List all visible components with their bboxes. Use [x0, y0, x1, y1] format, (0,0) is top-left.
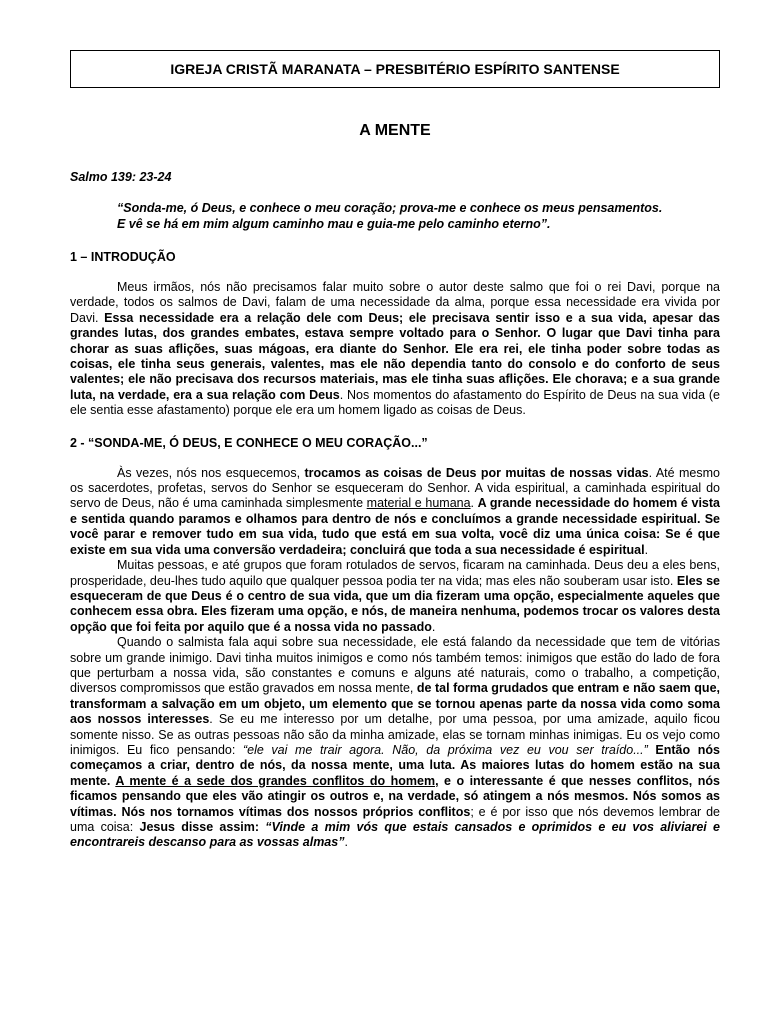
section-1-paragraph-1 [70, 280, 720, 419]
bold-run: de tal forma grudados que entram e não saem que, transformam a salvação em um objeto, um elemento que se tornou apenas parte da nossa vida como soma aos nossos interesses [70, 681, 720, 727]
text-run: . [470, 496, 478, 511]
bold-run: A grande necessidade do homem é vista e sentida quando paramos e olhamos para dentro de nós e concluímos a grande necessidade espiritual. Se você parar e remover tudo em sua vida, tudo que está em sua volta, você diz uma única coisa: Se é que existe em sua vida uma conversão verdadeira; concluirá que toda a sua necessidade é espiritual [70, 496, 720, 557]
header-box [70, 50, 720, 88]
section-2-paragraph-3 [70, 635, 720, 851]
quote-line-2: E vê se há em mim algum caminho mau e guia-me pelo caminho eterno”. [117, 217, 551, 231]
section-1-heading: 1 – INTRODUÇÃO [70, 250, 176, 264]
section-2-paragraph-1 [70, 466, 720, 558]
bold-run: Eles se esqueceram de que Deus é o centro de sua vida, que um dia fizeram uma opção, especialmente aqueles que conhecem essa obra. Eles fizeram uma opção, e nós, de maneira nenhuma, podemos trocar os valores desta opção que foi feita por aquilo que é a nossa vida no passado [70, 573, 721, 634]
text-run: Meus irmãos, nós não precisamos falar muito sobre o autor deste salmo que foi o rei Davi, porque na verdade, todos os salmos de Davi, falam de uma necessidade da alma, porque essa necessidade era vivida por Davi. [70, 280, 720, 325]
text-run: . [431, 619, 436, 634]
section-2-heading: 2 - “SONDA-ME, Ó DEUS, E CONHECE O MEU CORAÇÃO...” [70, 435, 428, 450]
bold-run: Jesus disse assim: [139, 820, 266, 834]
bold-underlined-run: A mente é a sede dos grandes conflitos do homem, [115, 773, 439, 788]
bold-italic-quote-run: “Vinde a mim vós que estais cansados e oprimidos e eu vos aliviarei e encontrareis descanso para as vossas almas” [70, 820, 720, 850]
bold-run: e o interessante é que nesses conflitos, nós ficamos pensando que eles vão atingir os outros e, na verdade, só atingem a nós mesmos. Nós somos as vítimas. Nós nos tornamos vítimas dos nossos próprios conflitos [70, 773, 720, 819]
bold-run: Essa necessidade era a relação dele com Deus; ele precisava sentir isso e a sua vida, apesar das grandes lutas, dos grandes embates, estava sempre voltado para o Senhor. O lugar que Davi tinha para chorar as suas aflições, suas mágoas, era diante do Senhor. Ele era rei, ele tinha poder sobre todas as coisas, ele tinha seus generais, valentes, mas ele não dependia tanto do consolo e do conforto de seus valentes; ele não precisava dos recursos materiais, mas ele tinha suas aflições. Ele chorava; e a sua grande luta, na verdade, era a sua relação com Deus [70, 310, 720, 402]
text-run: . Se eu me interesso por um detalhe, por uma pessoa, por uma amizade, aquilo ficou somente nisso. Se as outras pessoas não são da minha amizade, elas se tornam minhas inimigas. Eu os vejo como inimigos. Eu fico pensando: [70, 712, 720, 757]
scripture-quote [117, 200, 720, 232]
text-run: . [344, 835, 348, 850]
text-run: Muitas pessoas, e até grupos que foram rotulados de servos, ficaram na caminhada. Deus deu a eles bens, prosperidade, deu-lhes tudo aquilo que qualquer pessoa podia ter na vida; mas eles não souberam usar isto. [70, 558, 720, 588]
bold-run: Então nós começamos a criar, dentro de nós, da nossa mente, uma luta. As maiores lutas do homem estão na sua mente. [70, 742, 720, 788]
text-run: ; e é por isso que nós devemos lembrar de uma coisa: [70, 804, 721, 834]
scripture-reference: Salmo 139: 23-24 [70, 170, 172, 184]
quote-line-1: “Sonda-me, ó Deus, e conhece o meu coração; prova-me e conhece os meus pensamentos. [117, 201, 663, 215]
text-run: . Até mesmo os sacerdotes, profetas, servos do Senhor se esqueceram do Senhor. A vida espiritual, a caminhada espiritual do servo de Deus, não é uma caminhada simplesmente [70, 465, 720, 511]
document-page [70, 50, 720, 851]
section-2-paragraph-2 [70, 558, 720, 635]
document-title: A MENTE [359, 122, 431, 139]
text-run: Quando o salmista fala aqui sobre sua necessidade, ele está falando da necessidade que tem de vitórias sobre um grande inimigo. Davi tinha muitos inimigos e como nós também temos: inimigos que estão do lado de fora que perturbam a nossa vida, são constantes e comuns e alguns até naturais, como o trabalho, a competição, diversos compromissos que estão gravados em nossa mente, [70, 635, 720, 696]
text-run: . [644, 542, 649, 557]
italic-run: “ele vai me trair agora. Não, da próxima vez eu vou ser traído...” [242, 742, 648, 757]
header-title: IGREJA CRISTÃ MARANATA – PRESBITÉRIO ESPÍRITO SANTENSE [170, 61, 620, 77]
underlined-run: material e humana [366, 496, 471, 511]
text-run: . Nos momentos do afastamento do Espírito de Deus na sua vida (e ele sentia esse afastamento) porque ele era um homem ligado as coisas de Deus. [70, 387, 720, 418]
bold-run: trocamos as coisas de Deus por muitas de nossas vidas [304, 465, 649, 480]
text-run: Às vezes, nós nos esquecemos, [117, 465, 305, 480]
